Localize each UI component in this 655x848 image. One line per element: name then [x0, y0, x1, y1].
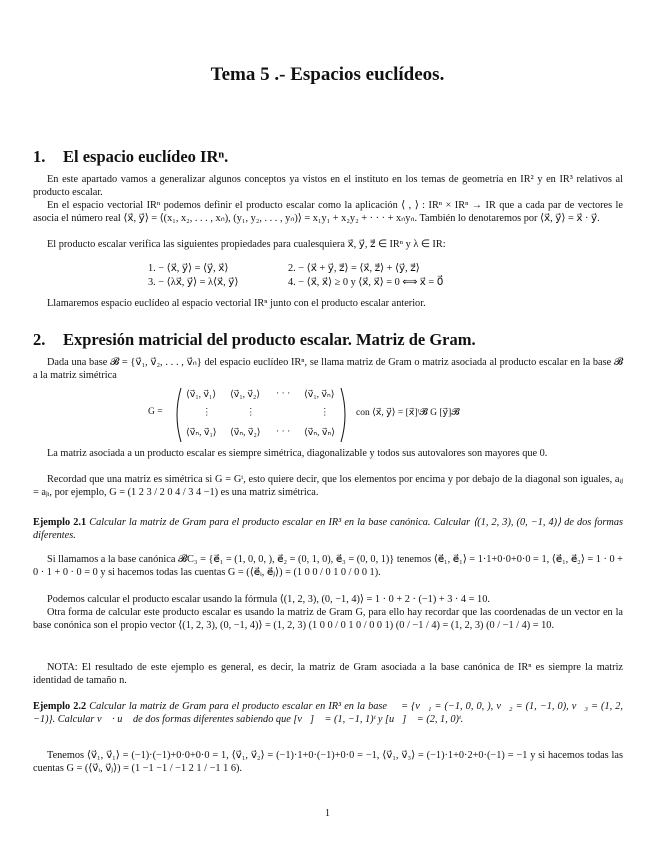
gram-r3c2: ⟨v⃗ₙ, v⃗₂⟩ [230, 428, 261, 438]
example-2-1-statement [33, 517, 623, 543]
right-paren [340, 387, 350, 443]
sec1-paragraph-4: Llamaremos espacio euclídeo al espacio vectorial IRⁿ junto con el producto escalar anterior. [47, 298, 426, 309]
gram-label: G = [148, 407, 163, 417]
gram-r1c3: · · · [276, 389, 291, 399]
gram-r3c3: · · · [276, 427, 291, 437]
section-1-title: El espacio euclídeo IRⁿ. [63, 147, 229, 166]
section-1-heading [33, 147, 228, 167]
sec2-paragraph-2: La matriz asociada a un producto escalar es siempre simétrica, diagonalizable y todos sus autovalores son mayores que 0. [47, 448, 548, 459]
sec1-paragraph-3: El producto escalar verifica las siguientes propiedades para cualesquiera x⃗, y⃗, z⃗ ∈ IRⁿ y λ ∈ IR: [47, 239, 446, 250]
gram-r2c4: ⋮ [320, 408, 330, 418]
gram-r2c2: ⋮ [246, 408, 256, 418]
example-2-1-label: Ejemplo 2.1 [33, 517, 87, 528]
section-1-number: 1. [33, 147, 46, 166]
section-2-number: 2. [33, 330, 46, 349]
gram-r2c1: ⋮ [202, 408, 212, 418]
property-4: 4. − ⟨x⃗, x⃗⟩ ≥ 0 y ⟨x⃗, x⃗⟩ = 0 ⟺ x⃗ = 0⃗ [288, 277, 444, 288]
example-2-2-statement [33, 701, 623, 727]
sec1-paragraph-2: En el espacio vectorial IRⁿ podemos definir el producto escalar como la aplicación ⟨ , ⟩ : IRⁿ × IRⁿ → IR que a cada par de vectores le asocia el número real ⟨x⃗, y⃗⟩ = ⟨(x₁, x₂, . . . , xₙ), (y₁, y₂, . . . , yₙ)⟩ = x₁y₁ + x₂y₂ + · · · + xₙyₙ. También lo denotaremos por ⟨x⃗, y⃗⟩ = x⃗ · y⃗. [33, 200, 623, 224]
gram-formula: con ⟨x⃗, y⃗⟩ = [x⃗]ᵗ𝓑 G [y⃗]𝓑 [356, 408, 460, 418]
example-2-1-paragraph-3: Otra forma de calcular este producto escalar es usando la matriz de Gram G, para ello hay recordar que las coordenadas de un vector en la base conónica son el propio vector ⟨(1, 2, 3), (0, −1, 4)⟩ = (1, 2, 3) (1 0 0 / 0 1 0 / 0 0 1) (0 / −1 / 4) = (1, 2, 3) (0 / −1 / 4) = 10. [33, 607, 623, 631]
section-2-heading [33, 330, 476, 350]
gram-matrix-display [148, 387, 568, 443]
property-2: 2. − ⟨x⃗ + y⃗, z⃗⟩ = ⟨x⃗, z⃗⟩ + ⟨y⃗, z⃗⟩ [288, 263, 420, 274]
section-2-title: Expresión matricial del producto escalar. Matriz de Gram. [63, 330, 476, 349]
sec2-paragraph-1: Dada una base 𝓑 = {v⃗₁, v⃗₂, . . . , v⃗ₙ} del espacio euclídeo IRⁿ, se llama matriz de Gram o matriz asociada al producto escalar en la base 𝓑 a la matriz simétrica [33, 357, 623, 381]
gram-r1c1: ⟨v⃗₁, v⃗₁⟩ [186, 390, 217, 400]
example-2-1-paragraph-2: Podemos calcular el producto escalar usando la fórmula ⟨(1, 2, 3), (0, −1, 4)⟩ = 1 · 0 + 2 · (−1) + 3 · 4 = 10. [47, 594, 490, 605]
example-2-2-paragraph-1: Tenemos ⟨v⃗₁, v⃗₁⟩ = (−1)·(−1)+0·0+0·0 = 1, ⟨v⃗₁, v⃗₂⟩ = (−1)·1+0·(−1)+0·0 = −1, ⟨v⃗₁, v⃗₃⟩ = (−1)·1+0·2+0·(−1) = −1 y si hacemos todas las cuentas G = (⟨v⃗ᵢ, v⃗ⱼ⟩) = (1 −1 −1 / −1 2 1 / −1 1 6). [33, 750, 623, 774]
example-2-1-note: NOTA: El resultado de este ejemplo es general, es decir, la matriz de Gram asociada a la base canónica de IRⁿ es siempre la matriz identidad de tamaño n. [33, 662, 623, 686]
gram-r1c4: ⟨v⃗₁, v⃗ₙ⟩ [304, 390, 335, 400]
sec1-paragraph-1: En este apartado vamos a generalizar algunos conceptos ya vistos en el instituto en los temas de geometría en IR² y en IR³ relativos al producto escalar. [33, 174, 623, 198]
gram-r1c2: ⟨v⃗₁, v⃗₂⟩ [230, 390, 261, 400]
property-1: 1. − ⟨x⃗, y⃗⟩ = ⟨y⃗, x⃗⟩ [148, 263, 229, 274]
example-2-1-paragraph-1: Si llamamos a la base canónica 𝓑C₃ = {e⃗₁ = (1, 0, 0, ), e⃗₂ = (0, 1, 0), e⃗₃ = (0, 0, 1)} tenemos ⟨e⃗₁, e⃗₁⟩ = 1·1+0·0+0·0 = 1, ⟨e⃗₁, e⃗₂⟩ = 1 · 0 + 0 · 1 + 0 · 0 = 0 y si hacemos todas las cuentas G = (⟨e⃗ᵢ, e⃗ⱼ⟩) = (1 0 0 / 0 1 0 / 0 0 1). [33, 554, 623, 578]
left-paren [172, 387, 182, 443]
page-number: 1 [325, 808, 330, 819]
sec2-paragraph-3: Recordad que una matriz es simétrica si G = Gᵗ, esto quiere decir, que los elementos por encima y por debajo de la diagonal son iguales, aᵢⱼ = aⱼᵢ, por ejemplo, G = (1 2 3 / 2 0 4 / 3 4 −1) es una matriz simétrica. [33, 474, 623, 498]
example-2-1-text: Calcular la matriz de Gram para el producto escalar en IR³ en la base canónica. Calcular ⟨(1, 2, 3), (0, −1, 4)⟩ de dos formas diferentes. [33, 517, 623, 541]
page-title: Tema 5 .- Espacios euclídeos. [210, 64, 445, 85]
example-2-2-text: Calcular la matriz de Gram para el producto escalar en IR³ en la base 𝓑 = {v⃗₁ = (−1, 0, 0, ), v⃗₂ = (1, −1, 0), v⃗₃ = (1, 2, −1)}. Calcular v⃗ · u⃗ de dos formas diferentes sabiendo que [v⃗]𝓑 = (1, −1, 1)ᵗ y [u⃗]𝓑 = (2, 1, 0)ᵗ. [33, 701, 623, 725]
gram-r3c4: ⟨v⃗ₙ, v⃗ₙ⟩ [304, 428, 335, 438]
property-3: 3. − ⟨λx⃗, y⃗⟩ = λ⟨x⃗, y⃗⟩ [148, 277, 239, 288]
example-2-2-label: Ejemplo 2.2 [33, 701, 87, 712]
gram-r3c1: ⟨v⃗ₙ, v⃗₁⟩ [186, 428, 217, 438]
